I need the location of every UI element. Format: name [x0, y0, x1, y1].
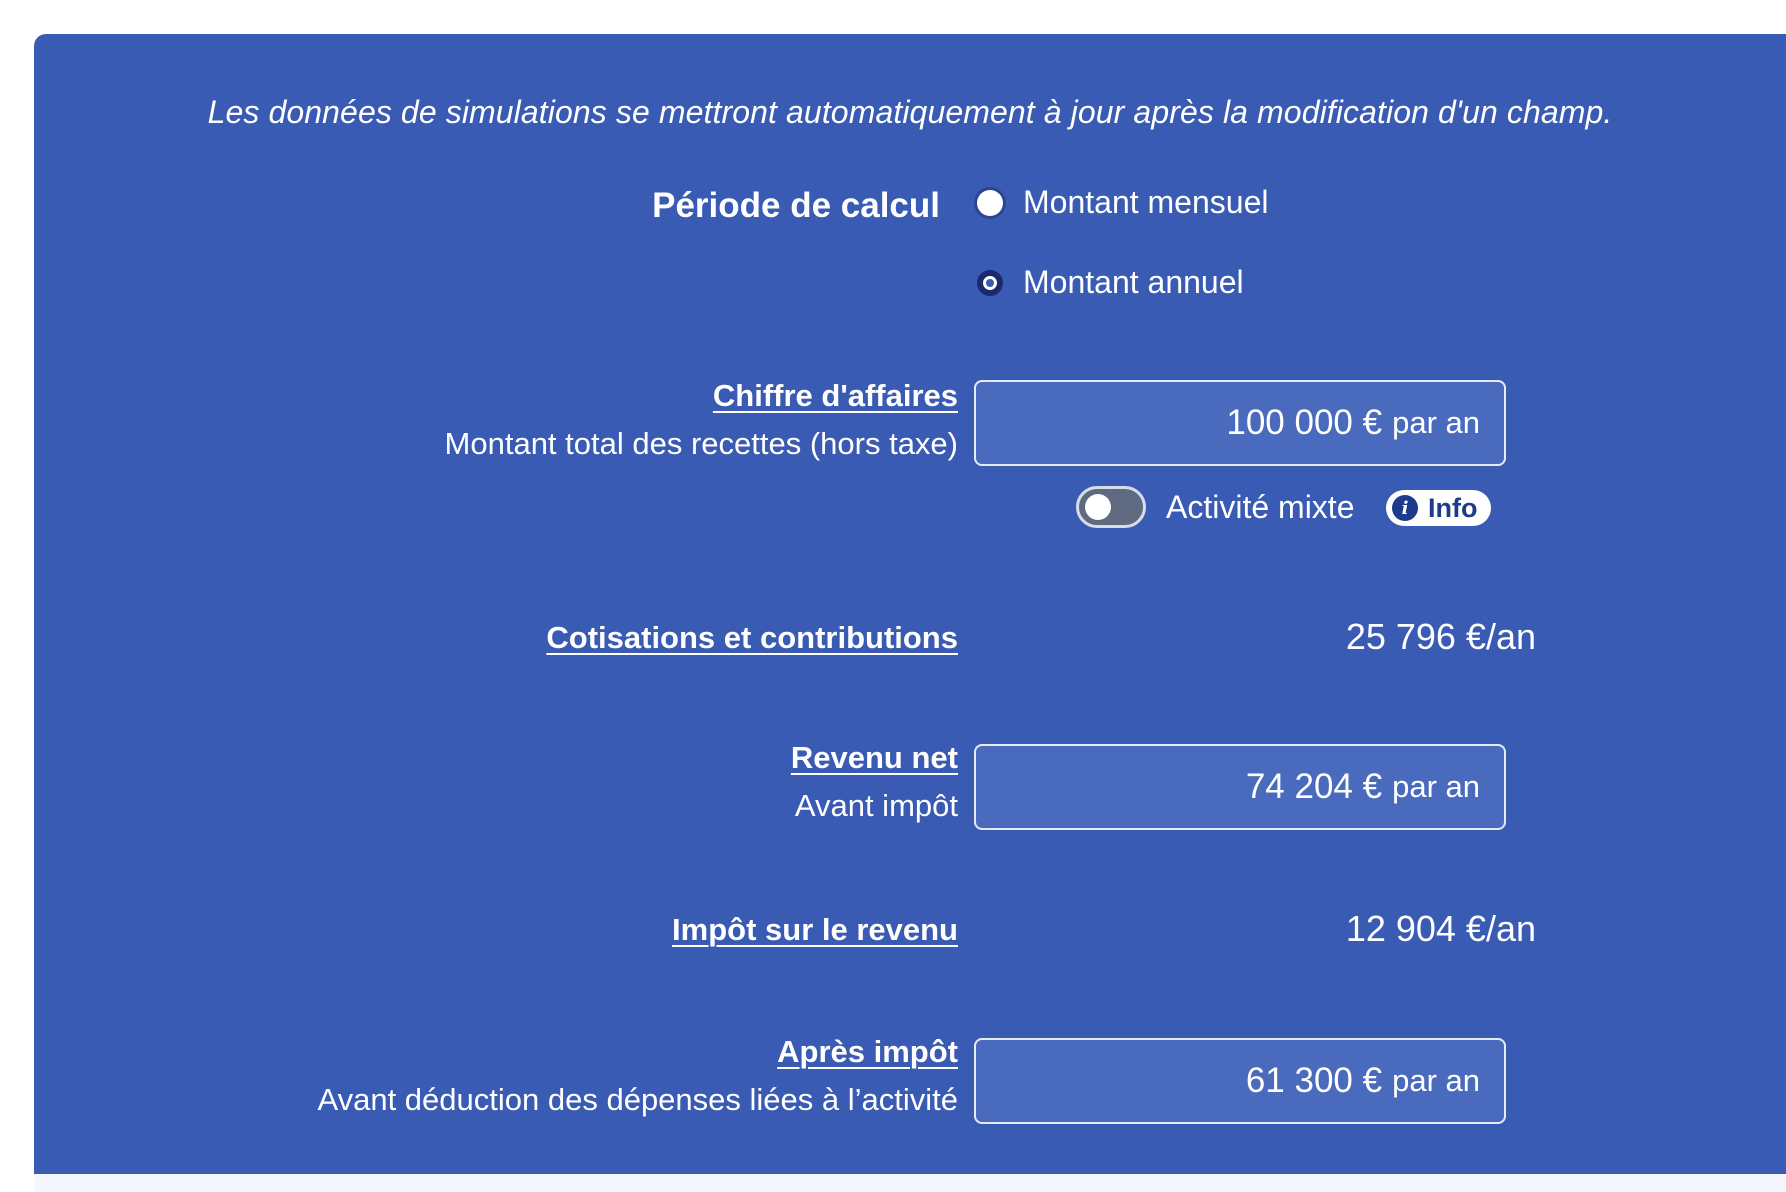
simulator-panel: [34, 34, 1786, 1174]
info-button[interactable]: [1386, 490, 1491, 526]
chiffre-affaires-unit: par an: [1392, 405, 1480, 440]
chiffre-affaires-subtitle: Montant total des recettes (hors taxe): [444, 426, 958, 461]
chiffre-affaires-link[interactable]: Chiffre d'affaires: [712, 378, 958, 413]
revenu-net-label-group: [791, 740, 958, 824]
apres-impot-unit: par an: [1392, 1063, 1480, 1098]
radio-monthly[interactable]: [977, 184, 1268, 221]
apres-impot-label-group: [317, 1034, 958, 1118]
activite-mixte-row: [1076, 486, 1354, 528]
cotisations-link[interactable]: Cotisations et contributions: [546, 620, 958, 655]
activite-mixte-label[interactable]: Activité mixte: [1166, 488, 1355, 525]
period-label: Période de calcul: [652, 186, 940, 225]
revenu-net-amount[interactable]: 74 204 €: [1245, 767, 1383, 806]
impot-link[interactable]: Impôt sur le revenu: [672, 912, 958, 947]
revenu-net-unit: par an: [1392, 769, 1480, 804]
info-button-label[interactable]: Info: [1428, 492, 1478, 523]
chiffre-affaires-input[interactable]: [974, 380, 1506, 466]
impot-label-group: [672, 912, 958, 948]
footer-strip: [34, 1174, 1786, 1192]
apres-impot-input[interactable]: [974, 1038, 1506, 1124]
toggle-knob: [1085, 494, 1111, 520]
chiffre-affaires-amount[interactable]: 100 000 €: [1226, 403, 1383, 442]
revenu-net-subtitle: Avant impôt: [794, 788, 958, 823]
cotisations-label-group: [546, 620, 958, 656]
info-icon: i: [1392, 495, 1418, 521]
radio-annual-circle[interactable]: [977, 270, 1003, 296]
auto-update-notice: Les données de simulations se mettront automatiquement à jour après la modification d'un champ.: [207, 94, 1613, 130]
chiffre-affaires-label-group: [445, 378, 958, 462]
revenu-net-link[interactable]: Revenu net: [790, 740, 958, 775]
apres-impot-link[interactable]: Après impôt: [777, 1034, 958, 1069]
cotisations-value: 25 796 €/an: [1345, 616, 1536, 657]
impot-value: 12 904 €/an: [1345, 908, 1536, 949]
radio-annual-label[interactable]: Montant annuel: [1023, 264, 1244, 300]
radio-monthly-label[interactable]: Montant mensuel: [1023, 184, 1269, 220]
apres-impot-subtitle: Avant déduction des dépenses liées à l’activité: [317, 1082, 958, 1117]
apres-impot-amount[interactable]: 61 300 €: [1245, 1061, 1383, 1100]
activite-mixte-toggle[interactable]: [1076, 486, 1146, 528]
radio-annual[interactable]: [977, 264, 1244, 301]
radio-monthly-circle[interactable]: [977, 190, 1003, 216]
revenu-net-input[interactable]: [974, 744, 1506, 830]
